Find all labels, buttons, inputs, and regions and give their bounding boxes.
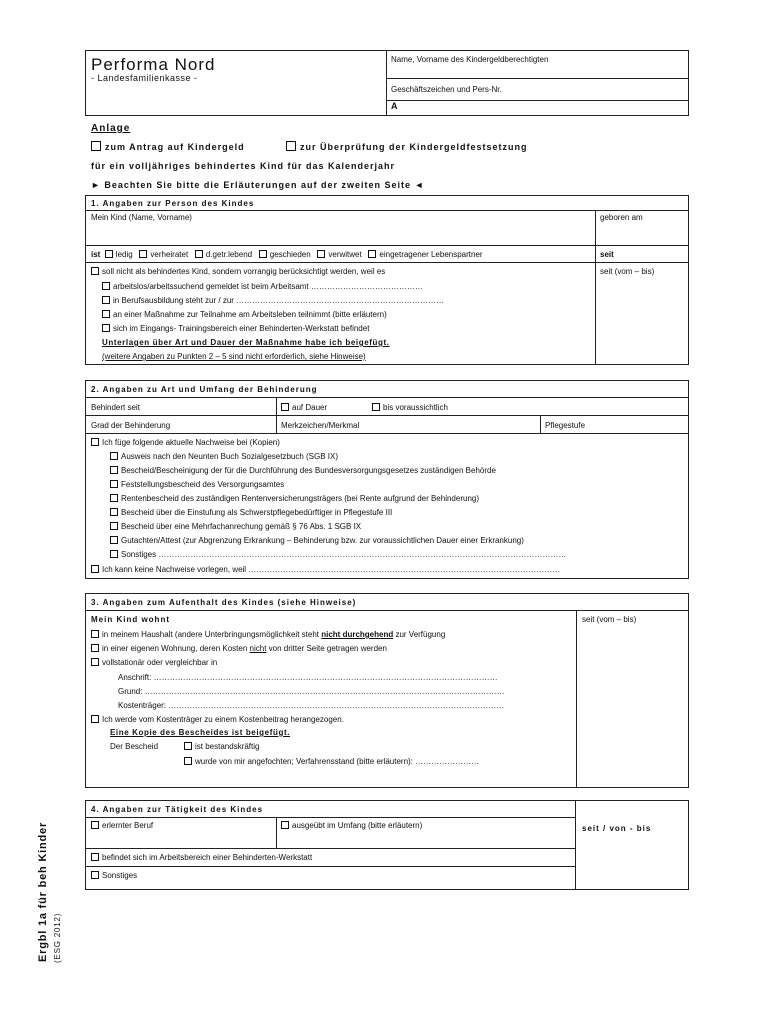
nachweis-option[interactable] [110, 535, 524, 546]
child-name-label: Mein Kind (Name, Vorname) [91, 213, 192, 222]
nachweis-option[interactable] [110, 451, 338, 462]
section4-line [85, 866, 575, 867]
section4-line [85, 848, 575, 849]
werkstatt-label: befindet sich im Arbeitsbereich einer Behinderten-Werkstatt [102, 853, 313, 862]
born-label: geboren am [600, 213, 643, 222]
behindert-seit-label: Behindert seit [91, 403, 140, 412]
checkbox[interactable] [184, 742, 192, 750]
haushalt-label-a: in meinem Haushalt (andere Unterbringungsmöglichkeit steht [102, 630, 322, 639]
checkbox[interactable] [184, 757, 192, 765]
haushalt-option[interactable] [91, 629, 445, 640]
section3-line [85, 610, 689, 611]
intro-line2: für ein volljähriges behindertes Kind für das Kalenderjahr [91, 161, 396, 171]
sonstiges-option[interactable] [91, 870, 137, 881]
section2-line [85, 433, 689, 434]
checkbox[interactable] [91, 871, 99, 879]
status-option: verwitwet [328, 250, 362, 259]
checkbox[interactable] [110, 550, 118, 558]
nachweis-label: Bescheid über eine Mehrfachanrechung gemäß § 76 Abs. 1 SGB IX [121, 522, 362, 531]
angefochten-label: wurde von mir angefochten; Verfahrensstand (bitte erläutern): …………………… [195, 757, 480, 766]
documents-note: Unterlagen über Art und Dauer der Maßnahme habe ich beigefügt. [102, 338, 390, 347]
nachweis-option[interactable] [110, 493, 479, 504]
intro-line3: ► Beachten Sie bitte die Erläuterungen auf der zweiten Seite ◄ [91, 180, 425, 190]
bestandskraeftig-option[interactable] [184, 741, 259, 752]
checkbox[interactable] [102, 282, 110, 290]
checkbox[interactable] [372, 403, 380, 411]
sub-option[interactable] [102, 323, 369, 334]
status-option: geschieden [269, 250, 311, 259]
section1-heading: 1. Angaben zur Person des Kindes [91, 199, 255, 208]
nachweis-label: Gutachten/Attest (zur Abgrenzung Erkrankung – Behinderung bzw. zur voraussichtlichen Dauer einer Erkrankung) [121, 536, 524, 545]
auf-dauer-option[interactable] [281, 402, 327, 413]
checkbox[interactable] [259, 250, 267, 258]
erlernter-beruf-option[interactable] [91, 820, 153, 831]
wohnung-label-b: nicht [249, 644, 267, 653]
section2-heading: 2. Angaben zu Art und Umfang der Behinderung [91, 385, 318, 394]
haushalt-label-c: zur Verfügung [393, 630, 446, 639]
checkbox[interactable] [102, 324, 110, 332]
ref-value: A [391, 101, 398, 111]
nachweis-option[interactable] [110, 479, 284, 490]
status-option: d.getr.lebend [205, 250, 253, 259]
checkbox[interactable] [91, 141, 101, 151]
erlernter-beruf-label: erlernter Beruf [102, 821, 154, 830]
vollstationaer-option[interactable] [91, 657, 217, 668]
checkbox[interactable] [110, 508, 118, 516]
checkbox[interactable] [368, 250, 376, 258]
wohnung-label-c: von dritter Seite getragen werden [266, 644, 387, 653]
ref-label: Geschäftszeichen und Pers-Nr. [391, 85, 502, 94]
kostenbeitrag-option[interactable] [91, 714, 344, 725]
nachweis-label: Sonstiges ……………………………………………………………………………………………………………………………………… [121, 550, 567, 559]
sub-option[interactable] [102, 295, 444, 306]
keine-nachweise-label: Ich kann keine Nachweise vorlegen, weil ……………………………………………………………………………………………………… [102, 565, 561, 574]
ausgeuebt-option[interactable] [281, 820, 422, 831]
section2-line [85, 397, 689, 398]
nachweis-label: Feststellungsbescheid des Versorgungsamtes [121, 480, 285, 489]
checkbox[interactable] [91, 821, 99, 829]
checkbox[interactable] [281, 821, 289, 829]
checkbox[interactable] [110, 466, 118, 474]
checkbox[interactable] [91, 438, 99, 446]
sub-option-label: in Berufsausbildung steht zur / zur …………………………………………………………………… [113, 296, 445, 305]
section4-heading: 4. Angaben zur Tätigkeit des Kindes [91, 805, 264, 814]
checkbox[interactable] [110, 480, 118, 488]
nachweis-option[interactable] [110, 507, 392, 518]
kostenbeitrag-label: Ich werde vom Kostenträger zu einem Kostenbeitrag herangezogen. [102, 715, 344, 724]
checkbox[interactable] [110, 536, 118, 544]
kostentraeger-field[interactable]: Kostenträger: ……………………………………………………………………………………………………………… [118, 701, 505, 710]
checkbox[interactable] [317, 250, 325, 258]
sub-option-label: sich im Eingangs- Trainingsbereich einer Behinderten-Werkstatt befindet [113, 324, 370, 333]
section3-heading: 3. Angaben zum Aufenthalt des Kindes (siehe Hinweise) [91, 598, 357, 607]
section2-col [540, 415, 541, 433]
checkbox[interactable] [91, 565, 99, 573]
checkbox[interactable] [91, 267, 99, 275]
nachweis-label: Rentenbescheid des zuständigen Rentenversicherungsträgers (bei Rente aufgrund der Behinderung) [121, 494, 480, 503]
section3-col [576, 610, 577, 788]
main-option[interactable] [91, 266, 385, 277]
ausgeuebt-label: ausgeübt im Umfang (bitte erläutern) [292, 821, 423, 830]
checkbox[interactable] [139, 250, 147, 258]
org-subtitle: - Landesfamilienkasse - [91, 73, 198, 83]
nachweis-label: Ausweis nach den Neunten Buch Sozialgesetzbuch (SGB IX) [121, 452, 339, 461]
org-title: Performa Nord [91, 55, 216, 74]
name-label: Name, Vorname des Kindergeldberechtigten [391, 55, 549, 64]
bestandskraeftig-label: ist bestandskräftig [195, 742, 260, 751]
header-row-line [386, 78, 689, 79]
kopie-note: Eine Kopie des Bescheides ist beigefügt. [110, 728, 291, 737]
form-code-vertical: (ESG 2012) [53, 912, 62, 963]
seit-von-bis-label: seit / von - bis [582, 824, 652, 833]
option-pruefung[interactable] [286, 141, 528, 153]
bis-voraussichtlich-label: bis voraussichtlich [383, 403, 448, 412]
checkbox[interactable] [281, 403, 289, 411]
checkbox[interactable] [91, 658, 99, 666]
anlage-heading: Anlage [91, 123, 131, 134]
werkstatt-option[interactable] [91, 852, 312, 863]
status-option: ledig [115, 250, 133, 259]
form-title-vertical: Ergbl 1a für beh Kinder [37, 821, 49, 962]
angefochten-option[interactable] [184, 756, 479, 767]
pflegestufe-label: Pflegestufe [545, 421, 586, 430]
nachweis-option[interactable] [110, 549, 566, 560]
grund-field[interactable]: Grund: ……………………………………………………………………………………………………………………… [118, 687, 505, 696]
section2-col [276, 397, 277, 433]
der-bescheid-label: Der Bescheid [110, 742, 159, 751]
section4-col [276, 817, 277, 848]
further-note: (weitere Angaben zu Punkten 2 – 5 sind nicht erforderlich, siehe Hinweise) [102, 352, 366, 361]
haushalt-label-b: nicht durchgehend [321, 630, 394, 639]
checkbox[interactable] [102, 310, 110, 318]
section4-col [575, 800, 576, 890]
header-row-line [386, 100, 689, 101]
seit-range-label: seit (vom – bis) [582, 615, 637, 624]
wohnung-label-a: in einer eigenen Wohnung, deren Kosten [102, 644, 250, 653]
header-divider [386, 50, 387, 116]
nachweise-intro[interactable] [91, 437, 280, 448]
sub-option[interactable] [102, 309, 387, 320]
anschrift-field[interactable]: Anschrift: ………………………………………………………………………………………………………………… [118, 673, 498, 682]
nachweis-option[interactable] [110, 465, 496, 476]
sub-option-label: an einer Maßnahme zur Teilnahme am Arbeitsleben teilnimmt (bitte erläutern) [113, 310, 387, 319]
nachweis-option[interactable] [110, 521, 361, 532]
sonstiges-label: Sonstiges [102, 871, 138, 880]
status-option: verheiratet [150, 250, 189, 259]
wohnung-option[interactable] [91, 643, 387, 654]
checkbox[interactable] [102, 296, 110, 304]
checkbox[interactable] [105, 250, 113, 258]
status-option: eingetragener Lebenspartner [379, 250, 483, 259]
nachweis-label: Bescheid/Bescheinigung der für die Durchführung des Bundesversorgungsgesetzes zuständigen Behörde [121, 466, 496, 475]
section1-line [85, 210, 689, 211]
keine-nachweise-option[interactable] [91, 564, 560, 575]
section1-col [595, 210, 596, 365]
checkbox[interactable] [195, 250, 203, 258]
sub-option[interactable] [102, 281, 423, 292]
seit-label: seit [600, 250, 614, 259]
checkbox[interactable] [110, 494, 118, 502]
ist-label: ist [91, 250, 101, 259]
checkbox[interactable] [91, 630, 99, 638]
main-option-label: soll nicht als behindertes Kind, sondern vorrangig berücksichtigt werden, weil es [102, 267, 386, 276]
bis-voraussichtlich-option[interactable] [372, 402, 448, 413]
status-row [91, 249, 483, 260]
grad-label: Grad der Behinderung [91, 421, 171, 430]
nachweis-label: Bescheid über die Einstufung als Schwerstpflegebedürftiger in Pflegestufe III [121, 508, 393, 517]
section1-line [85, 262, 689, 263]
wohnt-label: Mein Kind wohnt [91, 615, 170, 624]
option-pruefung-label: zur Überprüfung der Kindergeldfestsetzung [300, 142, 528, 152]
checkbox[interactable] [110, 452, 118, 460]
section2-line [85, 415, 689, 416]
section4-line [85, 817, 575, 818]
sub-option-label: arbeitslos/arbeitssuchend gemeldet ist beim Arbeitsamt …………………………………… [113, 282, 423, 291]
seit-range-label: seit (vom – bis) [600, 267, 655, 276]
auf-dauer-label: auf Dauer [292, 403, 328, 412]
option-antrag-label: zum Antrag auf Kindergeld [105, 142, 245, 152]
checkbox[interactable] [110, 522, 118, 530]
nachweise-intro-label: Ich füge folgende aktuelle Nachweise bei (Kopien) [102, 438, 280, 447]
vollstationaer-label: vollstationär oder vergleichbar in [102, 658, 218, 667]
checkbox[interactable] [91, 715, 99, 723]
checkbox[interactable] [91, 853, 99, 861]
option-antrag[interactable] [91, 141, 245, 153]
checkbox[interactable] [286, 141, 296, 151]
section1-line [85, 245, 689, 246]
checkbox[interactable] [91, 644, 99, 652]
merkzeichen-label: Merkzeichen/Merkmal [281, 421, 360, 430]
